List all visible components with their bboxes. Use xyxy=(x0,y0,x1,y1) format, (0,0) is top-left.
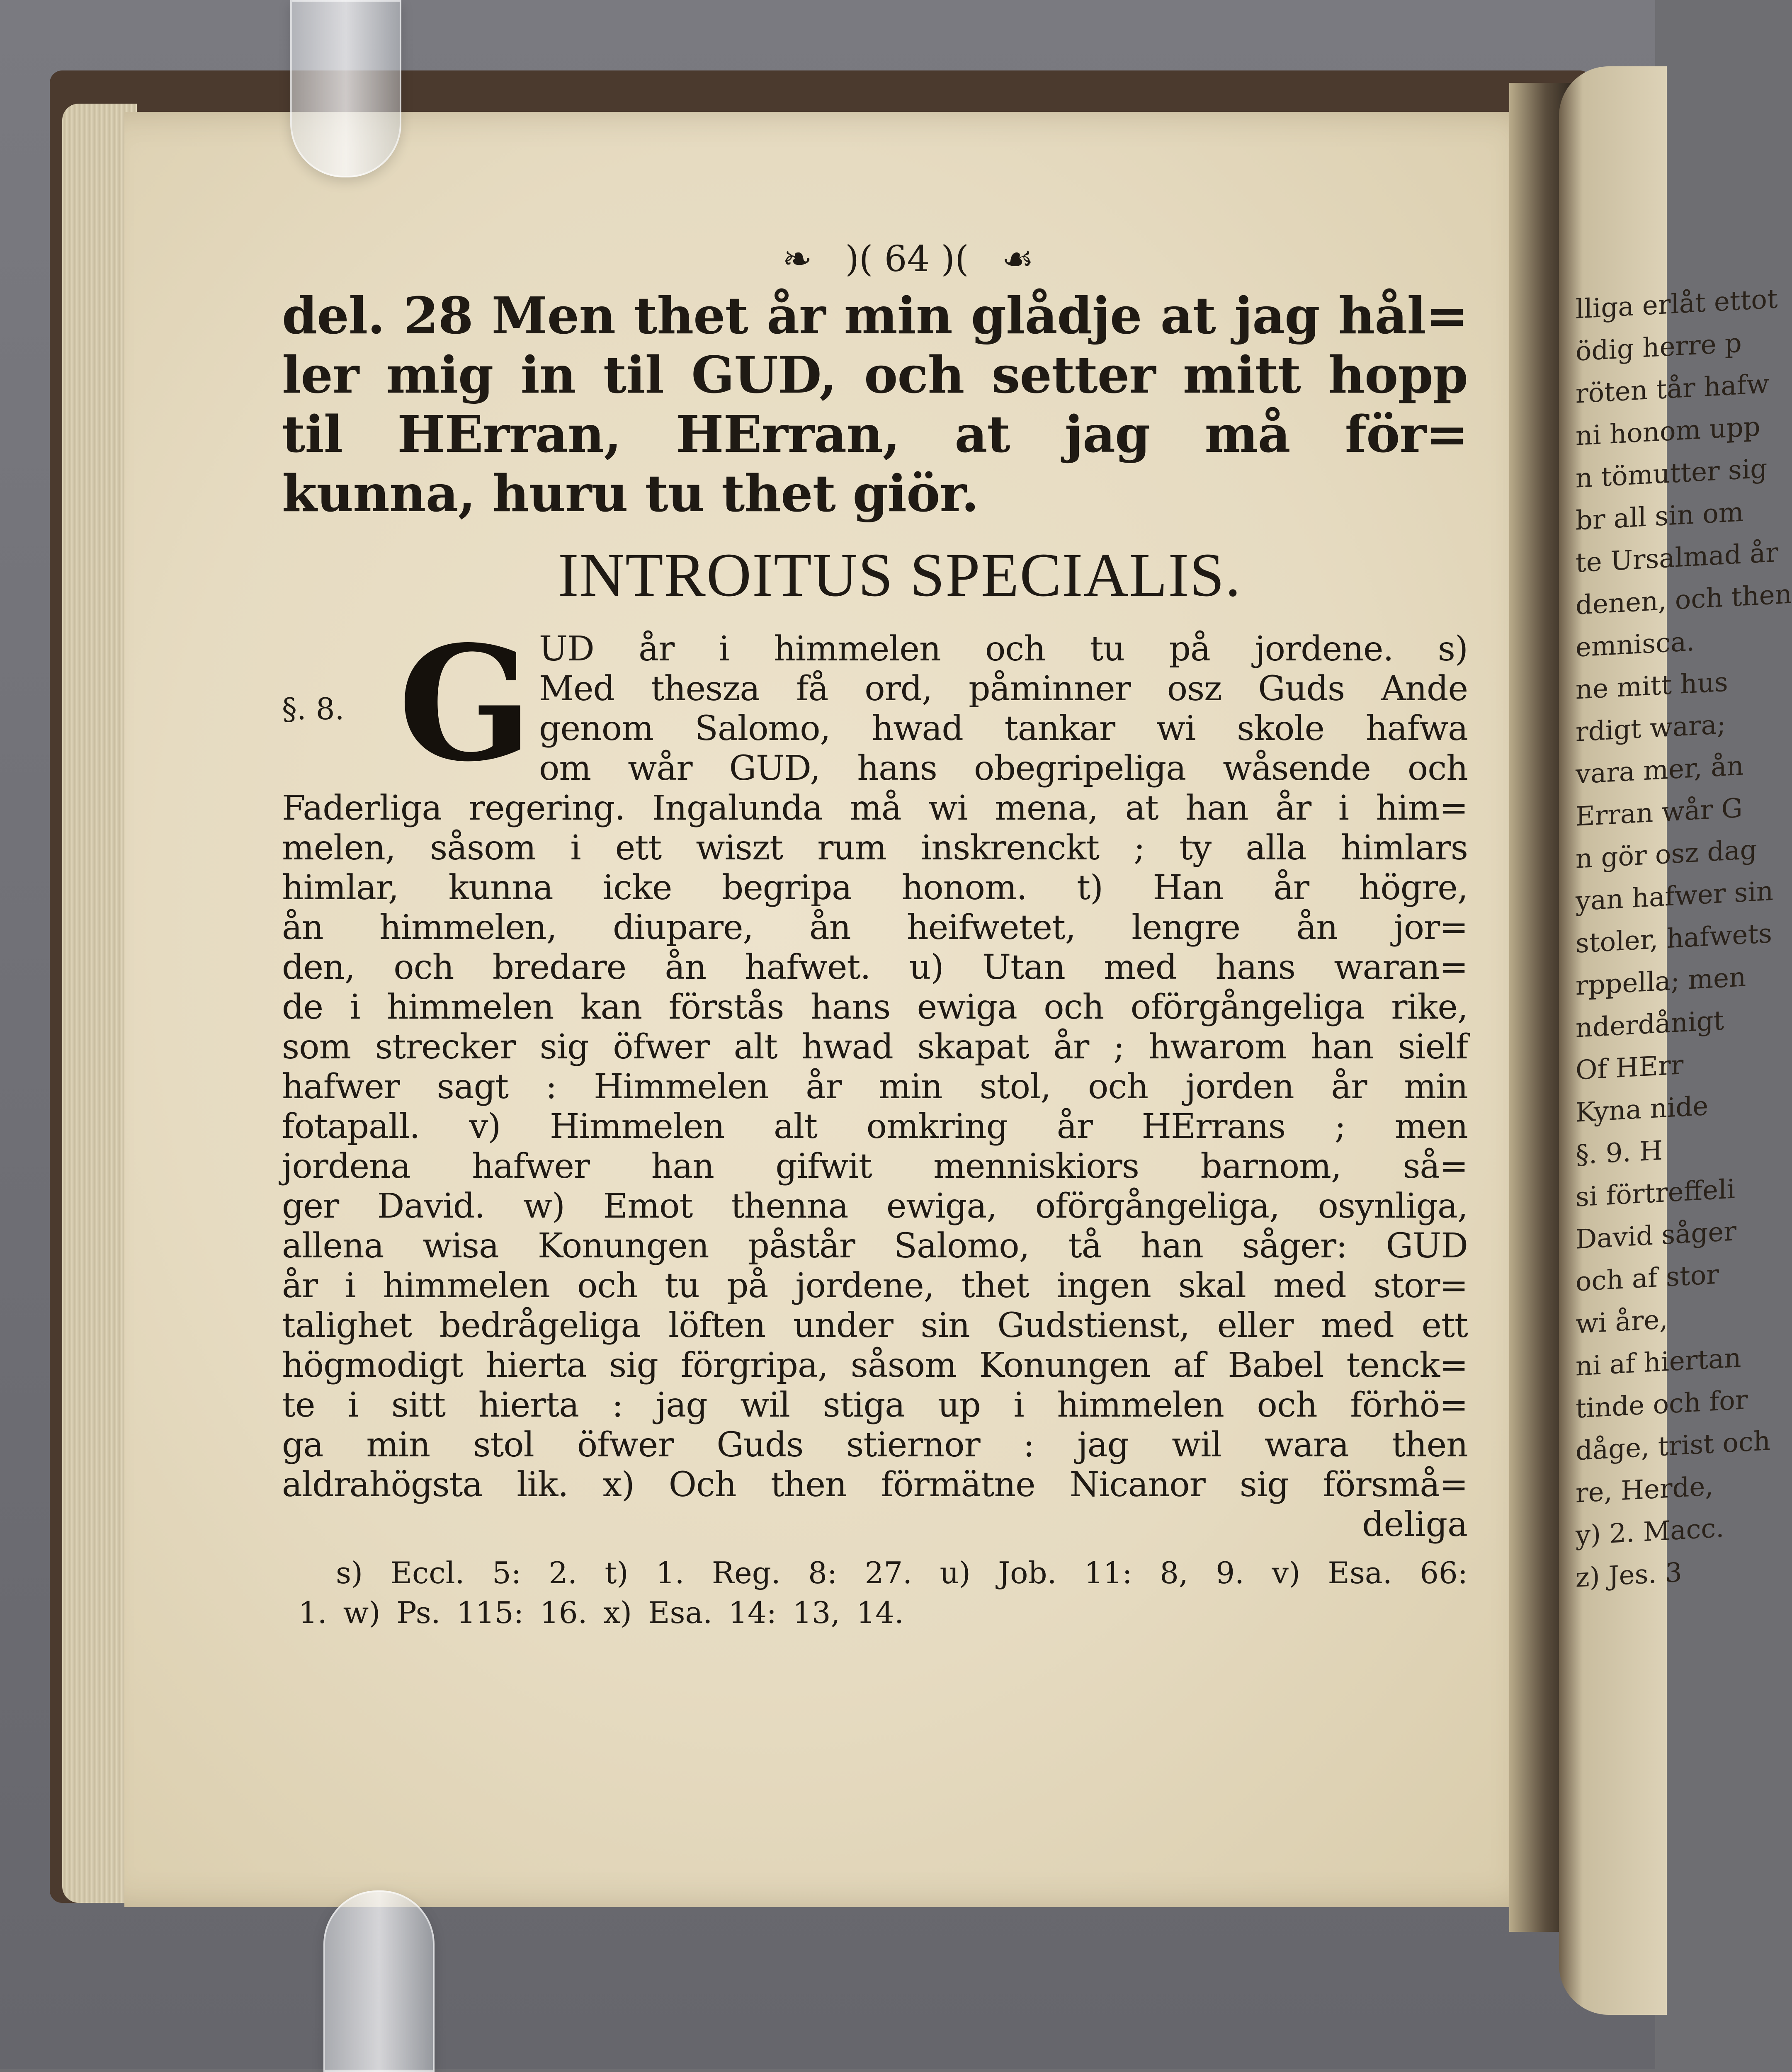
drop-cap: G xyxy=(398,611,533,796)
text-line: den, och bredare ån hafwet. u) Utan med hans waran= xyxy=(282,948,1468,987)
text-line: ga min stol öfwer Guds stiernor : jag wil wara then xyxy=(282,1425,1468,1465)
facing-page-line: emnisca. xyxy=(1576,626,1695,663)
section-title: INTROITUS SPECIALIS. xyxy=(558,541,1242,609)
text-line: Faderliga regering. Ingalunda må wi mena, at han år i him= xyxy=(282,789,1468,828)
facing-page-line: rppella; men xyxy=(1576,962,1746,1002)
text-line: som strecker sig öfwer alt hwad skapat år ; hwarom han sielf xyxy=(282,1027,1468,1067)
text-line: ger David. w) Emot thenna ewiga, oförgångeliga, osynliga, xyxy=(282,1186,1468,1226)
text-line: fotapall. v) Himmelen alt omkring år HErrans ; men xyxy=(282,1107,1468,1146)
text-line: del. 28 Men thet år min glådje at jag hål= xyxy=(282,286,1468,345)
drop-cap-block xyxy=(282,611,1468,796)
facing-page xyxy=(1559,66,1792,2015)
text-line: talighet bedrågeliga löften under sin Gudstienst, eller med ett xyxy=(282,1306,1468,1345)
facing-page-line: rdigt wara; xyxy=(1576,709,1726,748)
facing-page-line: re, Herde, xyxy=(1576,1471,1714,1509)
facing-page-line: si förtreffeli xyxy=(1576,1174,1735,1213)
text-line: himlar, kunna icke begripa honom. t) Han år högre, xyxy=(282,868,1468,907)
text-line: år i himmelen och tu på jordene, thet ingen skal med stor= xyxy=(282,1266,1468,1305)
facing-page-line: dåge, trist och xyxy=(1576,1426,1770,1467)
facing-page-line: Of HErr xyxy=(1576,1050,1684,1086)
facing-page-line: wi åre, xyxy=(1576,1304,1668,1340)
text-line: om wår GUD, hans obegripeliga wåsende och xyxy=(539,749,1468,788)
facing-page-line: stoler, hafwets xyxy=(1576,918,1772,959)
footnotes xyxy=(282,1553,1468,1633)
facing-page-line: vara mer, ån xyxy=(1576,750,1744,790)
page-content xyxy=(282,232,1468,1633)
facing-page-line: ni honom upp xyxy=(1576,411,1760,452)
paragraph-marker: §. 8. xyxy=(282,691,345,726)
text-line: UD år i himmelen och tu på jordene. s) xyxy=(539,629,1468,669)
text-line: allena wisa Konungen påstår Salomo, tå han såger: GUD xyxy=(282,1226,1468,1266)
footnote-line: s) Eccl. 5: 2. t) 1. Reg. 8: 27. u) Job. 11: 8, 9. v) Esa. 66: xyxy=(336,1555,1468,1590)
text-line: högmodigt hierta sig förgripa, såsom Konungen af Babel tenck= xyxy=(282,1346,1468,1385)
text-line: aldrahögsta lik. x) Och then förmätne Nicanor sig försmå= xyxy=(282,1465,1468,1504)
facing-page-line: te Ursalmad år xyxy=(1576,537,1778,579)
text-line: jordena hafwer han gifwit menniskiors barnom, så= xyxy=(282,1147,1468,1186)
facing-page-line: ödig herre p xyxy=(1576,328,1742,367)
facing-page-line: n tömutter sig xyxy=(1576,453,1768,494)
text-line: melen, såsom i ett wiszt rum inskrenckt ; ty alla himlars xyxy=(282,828,1468,868)
text-line: genom Salomo, hwad tankar wi skole hafwa xyxy=(539,709,1468,748)
body-text xyxy=(282,789,1468,1545)
facing-page-line: lliga erlåt ettot xyxy=(1576,284,1778,325)
facing-page-line: David såger xyxy=(1576,1216,1736,1255)
text-line: til HErran, HErran, at jag må för= xyxy=(282,404,1468,464)
facing-page-line: br all sin om xyxy=(1576,497,1744,536)
catchword: deliga xyxy=(1362,1505,1468,1544)
text-line: kunna, huru tu thet giör. xyxy=(282,463,979,523)
facing-page-line: röten tår hafw xyxy=(1576,369,1769,410)
facing-page-line: yan hafwer sin xyxy=(1576,876,1774,917)
page-number: )( 64 )( xyxy=(845,238,969,280)
running-header xyxy=(348,232,1468,286)
text-line: te i sitt hierta : jag wil stiga up i himmelen och förhö= xyxy=(282,1385,1468,1425)
text-line: Med thesza få ord, påminner osz Guds Ande xyxy=(539,669,1468,708)
facing-page-line: denen, och then xyxy=(1576,579,1792,621)
page-clip-top xyxy=(290,0,401,177)
text-line: ån himmelen, diupare, ån heifwetet, lengre ån jor= xyxy=(282,908,1468,947)
facing-page-line: ni af hiertan xyxy=(1576,1342,1741,1382)
left-ornament-icon: ❧ xyxy=(782,238,812,280)
facing-page-line: ne mitt hus xyxy=(1576,667,1728,706)
facing-page-line: y) 2. Macc. xyxy=(1576,1512,1724,1551)
facing-page-line: tinde och for xyxy=(1576,1384,1748,1424)
facing-page-line: Erran wår G xyxy=(1576,793,1743,832)
facing-page-line: n gör osz dag xyxy=(1576,834,1757,875)
facing-page-line: Kyna nide xyxy=(1576,1090,1709,1128)
facing-page-line: z) Jes. 3 xyxy=(1576,1557,1682,1594)
facing-page-line: §. 9. H xyxy=(1576,1135,1663,1171)
intro-passage xyxy=(282,286,1468,523)
drop-cap-lines xyxy=(539,629,1468,789)
facing-page-line: och af stor xyxy=(1576,1259,1719,1298)
right-ornament-icon: ☙ xyxy=(1001,238,1034,280)
text-line: hafwer sagt : Himmelen år min stol, och jorden år min xyxy=(282,1067,1468,1106)
page-clip-bottom xyxy=(323,1890,435,2072)
text-line: ler mig in til GUD, och setter mitt hopp xyxy=(282,345,1468,405)
facing-page-line: nderdånigt xyxy=(1576,1005,1724,1044)
footnote-line: 1. w) Ps. 115: 16. x) Esa. 14: 13, 14. xyxy=(299,1595,904,1630)
text-line: de i himmelen kan förstås hans ewiga och oförgångeliga rike, xyxy=(282,987,1468,1027)
